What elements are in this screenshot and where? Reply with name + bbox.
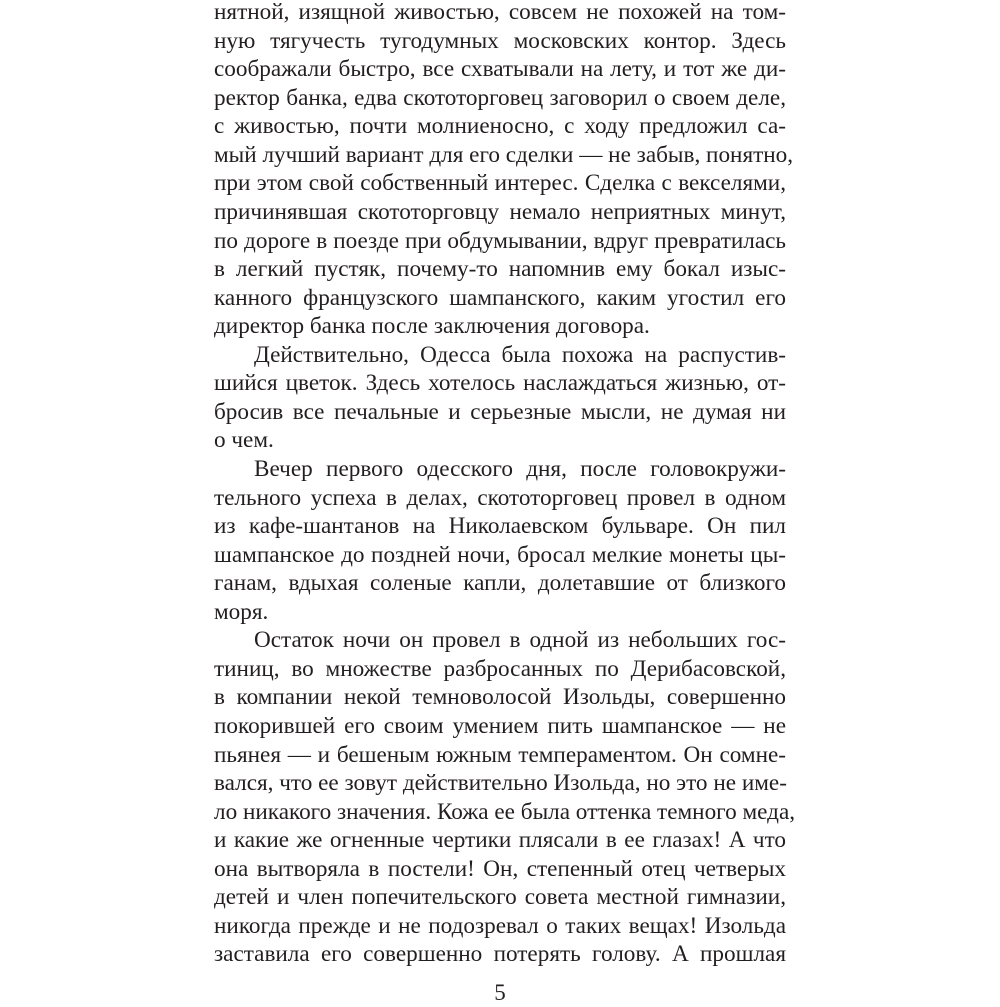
text-line: заставила его совершенно потерять голову. А прошлая [214, 941, 786, 967]
text-line: канного французского шампанского, каким угостил его [214, 285, 786, 311]
text-line: в компании некой темноволосой Изольды, совершенно [214, 684, 786, 710]
text-line: о чем. [214, 427, 274, 453]
text-line: при этом свой собственный интерес. Сделка с векселями, [214, 170, 786, 196]
text-line: моря. [214, 599, 269, 625]
text-line: ректор банка, едва скототорговец заговорил о своем деле, [214, 85, 786, 111]
text-line: ную тягучесть тугодумных московских контор. Здесь [214, 28, 786, 54]
text-line: Вечер первого одесского дня, после головокружи- [254, 456, 786, 482]
text-line: вался, что ее зовут действительно Изольда, но это не име- [214, 770, 787, 796]
text-line: ганам, вдыхая соленые капли, долетавшие от близкого [214, 570, 786, 596]
text-line: и какие же огненные чертики плясали в ее глазах! А что [214, 827, 786, 853]
text-line: с живостью, почти молниеносно, с ходу предложил са- [214, 113, 786, 139]
text-line: детей и член попечительского совета местной гимназии, [214, 884, 786, 910]
text-line: тиниц, во множестве разбросанных по Дерибасовской, [214, 656, 786, 682]
text-line: соображали быстро, все схватывали на лету, и тот же ди- [214, 56, 786, 82]
text-line: никогда прежде и не подозревал о таких вещах! Изольда [214, 913, 786, 939]
text-line: директор банка после заключения договора. [214, 313, 650, 339]
text-line: причинявшая скототорговцу немало неприятных минут, [214, 199, 786, 225]
text-line: Действительно, Одесса была похожа на распустив- [254, 342, 786, 368]
text-line: из кафе-шантанов на Николаевском бульваре. Он пил [214, 513, 786, 539]
text-line: она вытворяла в постели! Он, степенный отец четверых [214, 856, 786, 882]
text-line: покорившей его своим умением пить шампанское — не [214, 713, 786, 739]
text-line: нятной, изящной живостью, совсем не похожей на том- [214, 0, 786, 25]
text-line: Остаток ночи он провел в одной из небольших гос- [254, 627, 786, 653]
text-line: пьянея — и бешеным южным темпераментом. Он сомне- [214, 742, 786, 768]
text-line: ло никакого значения. Кожа ее была оттенка темного меда, [214, 799, 796, 825]
text-line: тельного успеха в делах, скототорговец провел в одном [214, 485, 786, 511]
text-line: в легкий пустяк, почему-то напомнив ему бокал изыс- [214, 256, 786, 282]
text-line: шийся цветок. Здесь хотелось наслаждаться жизнью, от- [214, 370, 786, 396]
page-number: 5 [494, 980, 506, 1005]
text-line: по дороге в поезде при обдумывании, вдруг превратилась [214, 228, 786, 254]
text-line: мый лучший вариант для его сделки — не забыв, понятно, [214, 142, 794, 168]
text-line: бросив все печальные и серьезные мысли, не думая ни [214, 399, 786, 425]
text-line: шампанское до поздней ночи, бросал мелкие монеты цы- [214, 542, 786, 568]
